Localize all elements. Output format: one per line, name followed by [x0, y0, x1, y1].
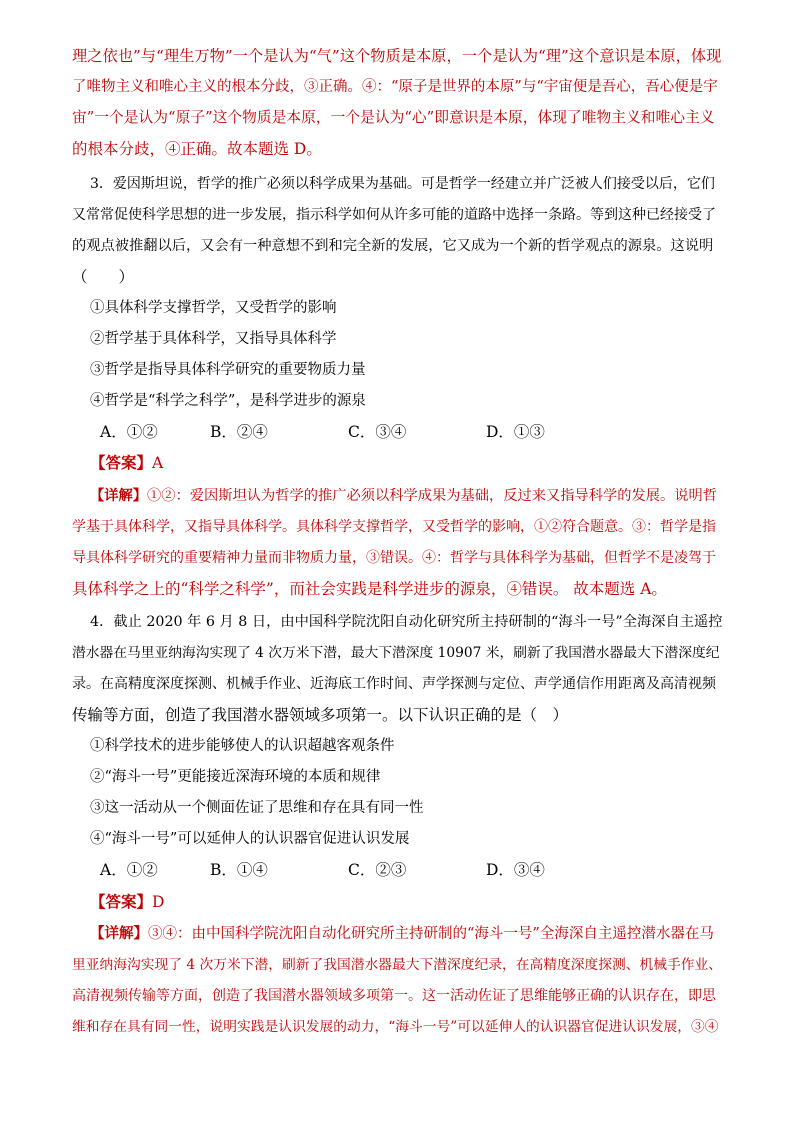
q3-option-a: A．①②	[100, 423, 158, 441]
q4-option-b: B．①④	[210, 861, 268, 879]
q4-item-1: ①科学技术的进步能够使人的认识超越客观条件	[90, 738, 395, 754]
prev-detail-line-1: 理之依也”与“理生万物”一个是认为“气”这个物质是本原，一个是认为“理”这个意识是本原，体现	[72, 47, 722, 65]
q3-stem-line-3: 的观点被推翻以后，又会有一种意想不到和完全新的发展，它又成为一个新的哲学观点的源泉。这说明	[72, 238, 714, 254]
q4-answer-label: 【答案】	[90, 892, 153, 911]
q4-detail-line-2: 里亚纳海沟实现了 4 次万米下潜，刷新了我国潜水器最大下潜深度纪录，在高精度深度探测、机械手作业、	[72, 957, 722, 973]
q4-stem-line-4: 传输等方面，创造了我国潜水器领域多项第一。以下认识正确的是（ ）	[72, 706, 569, 724]
q3-stem-line-2: 又常常促使科学思想的进一步发展，指示科学如何从许多可能的道路中选择一条路。等到这种已经接受了	[72, 207, 716, 223]
prev-detail-line-3: 宙”一个是认为“原子”这个物质是本原，一个是认为“心”即意识是本原，体现了唯物主义和唯心主义	[72, 109, 715, 126]
q3-item-4: ④哲学是“科学之科学”，是科学进步的源泉	[90, 393, 366, 409]
q4-detail-line-3: 高清视频传输等方面，创造了我国潜水器领域多项第一。这一活动佐证了思维能够正确的认识存在，即思	[72, 988, 716, 1004]
q3-option-b: B．②④	[210, 423, 268, 441]
q4-option-a: A．①②	[100, 861, 158, 879]
q4-detail-line-4: 维和存在具有同一性，说明实践是认识发展的动力，“海斗一号”可以延伸人的认识器官促进认识发展，③④	[72, 1019, 719, 1035]
q3-option-c: C．③④	[348, 423, 407, 441]
q4-stem-line-1: 4．截止 2020 年 6 月 8 日，由中国科学院沈阳自动化研究所主持研制的“海斗一号”全海深自主遥控	[90, 614, 723, 630]
q3-options	[100, 422, 545, 442]
q3-stem-line-1: 3．爱因斯坦说，哲学的推广必须以科学成果为基础。可是哲学一经建立并广泛被人们接受以后，它们	[90, 176, 715, 192]
q4-item-4: ④“海斗一号”可以延伸人的认识器官促进认识发展	[90, 831, 410, 847]
q3-detail-line-2: 学基于具体科学，又指导具体科学。具体科学支撑哲学，又受哲学的影响，①②符合题意。③：哲学是指	[72, 519, 716, 535]
q3-detail-line-4: 具体科学之上的“科学之科学”，而社会实践是科学进步的源泉，④错误。 故本题选 A。	[72, 580, 667, 598]
q3-item-1: ①具体科学支撑哲学，又受哲学的影响	[90, 300, 337, 316]
q4-stem-line-3: 录。在高精度深度探测、机械手作业、近海底工作时间、声学探测与定位、声学通信作用距离及高清视频	[72, 676, 716, 692]
q3-detail-text-1: ①②：爱因斯坦认为哲学的推广必须以科学成果为基础，反过来又指导科学的发展。说明哲	[147, 488, 718, 504]
q3-item-2: ②哲学基于具体科学，又指导具体科学	[90, 331, 337, 347]
q3-stem-line-4: （ ）	[72, 268, 135, 286]
q3-detail-line-3: 导具体科学研究的重要精神力量而非物质力量，③错误。④：哲学与具体科学为基础，但哲学不是凌驾于	[72, 550, 716, 566]
q4-stem-line-2: 潜水器在马里亚纳海沟实现了 4 次万米下潜，最大下潜深度 10907 米，刷新了我国潜水器最大下潜深度纪	[72, 645, 720, 661]
q4-answer	[90, 892, 164, 912]
q4-option-c: C．②③	[348, 861, 407, 879]
q3-option-d: D．①③	[486, 423, 545, 441]
q4-item-3: ③这一活动从一个侧面佐证了思维和存在具有同一性	[90, 800, 424, 816]
q3-detail-label: 【详解】	[90, 488, 148, 504]
q4-detail-line-1	[90, 924, 714, 944]
q4-detail-text-1: ③④：由中国科学院沈阳自动化研究所主持研制的“海斗一号”全海深自主遥控潜水器在马	[148, 926, 714, 942]
prev-detail-line-4: 的根本分歧，④正确。故本题选 D。	[72, 140, 322, 158]
q3-detail-line-1	[90, 486, 717, 506]
q4-option-d: D．③④	[486, 861, 545, 879]
q3-answer	[90, 453, 163, 473]
q4-detail-label: 【详解】	[90, 925, 148, 942]
q3-item-3: ③哲学是指导具体科学研究的重要物质力量	[90, 362, 366, 378]
q3-answer-label: 【答案】	[90, 453, 153, 472]
prev-detail-line-2: 了唯物主义和唯心主义的根本分歧，③正确。④：“原子是世界的本原”与“宇宙便是吾心，吾心便是宇	[72, 79, 718, 95]
q4-answer-value: D	[152, 893, 165, 911]
q4-options	[100, 860, 545, 880]
q4-item-2: ②“海斗一号”更能接近深海环境的本质和规律	[90, 769, 381, 785]
q3-answer-value: A	[152, 454, 164, 472]
